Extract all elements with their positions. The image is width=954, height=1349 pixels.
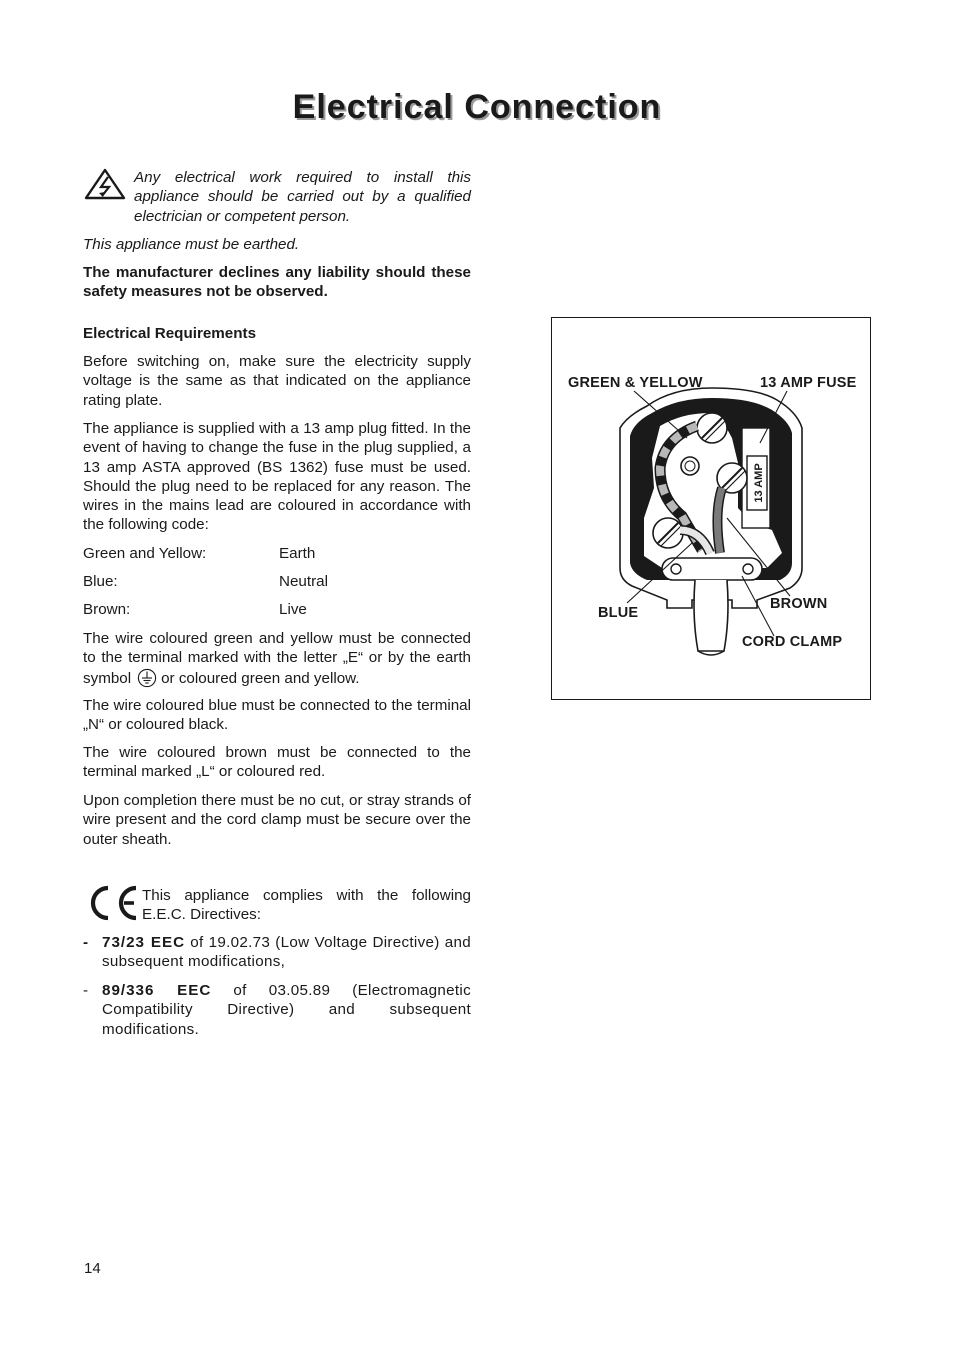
directive-text: of 03.05.89 (Electromagnetic Compatibility Directive) and subsequent modifications.	[102, 982, 471, 1038]
ce-mark-icon	[86, 884, 140, 922]
wire-code-row	[83, 572, 328, 591]
directive-item	[83, 933, 471, 972]
wire-colour: Green and Yellow:	[83, 545, 207, 562]
wire-function: Live	[279, 601, 307, 618]
green-yellow-instruction-text: The wire coloured green and yellow must be connected to the terminal marked with the letter „E“ or by the earth symbol	[83, 630, 471, 687]
label-blue: BLUE	[598, 605, 639, 621]
wire-colour: Brown:	[83, 601, 131, 618]
label-cord-clamp: CORD CLAMP	[742, 634, 843, 650]
requirements-heading: Electrical Requirements	[83, 325, 257, 342]
liability-note: The manufacturer declines any liability should these safety measures not be observed.	[83, 264, 471, 301]
warning-triangle-icon	[84, 168, 126, 200]
green-yellow-instruction-tail: or coloured green and yellow.	[161, 669, 360, 687]
label-fuse: 13 AMP FUSE	[760, 375, 857, 391]
page-title: Electrical Connection	[292, 88, 662, 126]
brown-instruction: The wire coloured brown must be connected to the terminal marked „L“ or coloured red.	[83, 744, 471, 781]
earthed-note: This appliance must be earthed.	[83, 236, 300, 253]
label-green-yellow: GREEN & YELLOW	[568, 375, 703, 391]
directive-code: 73/23 EEC	[102, 934, 186, 951]
directive-code: 89/336 EEC	[102, 982, 212, 999]
plug-wiring-diagram	[551, 317, 871, 700]
directive-dash: -	[83, 982, 89, 999]
page-number: 14	[84, 1260, 101, 1277]
fuse-marking: 13 AMP	[753, 463, 765, 503]
blue-instruction: The wire coloured blue must be connected to the terminal „N“ or coloured black.	[83, 697, 471, 734]
wire-code-row	[83, 544, 316, 563]
wire-function: Neutral	[279, 573, 328, 590]
wire-colour: Blue:	[83, 573, 118, 590]
earth-symbol-icon	[137, 668, 157, 688]
directive-item	[83, 981, 471, 1039]
green-yellow-instruction	[83, 629, 471, 688]
completion-instruction: Upon completion there must be no cut, or stray strands of wire present and the cord clamp must be secure over the outer sheath.	[83, 792, 471, 848]
directive-dash: -	[83, 934, 89, 951]
label-brown: BROWN	[770, 596, 828, 612]
directive-text: of 19.02.73 (Low Voltage Directive) and subsequent modifications,	[102, 934, 471, 971]
warning-text: Any electrical work required to install this appliance should be carried out by a qualified electrician or competent person.	[134, 169, 471, 225]
wire-code-row	[83, 600, 307, 619]
requirements-para-1: Before switching on, make sure the electricity supply voltage is the same as that indicated on the appliance rating plate.	[83, 353, 471, 409]
compliance-text: This appliance complies with the following E.E.C. Directives:	[142, 887, 471, 924]
requirements-para-2: The appliance is supplied with a 13 amp plug fitted. In the event of having to change the fuse in the plug supplied, a 13 amp ASTA approved (BS 1362) fuse must be used. Should the plug need to be replaced for any reason. The wires in the mains lead are coloured in accordance with the following code:	[83, 420, 471, 534]
wire-function: Earth	[279, 545, 316, 562]
